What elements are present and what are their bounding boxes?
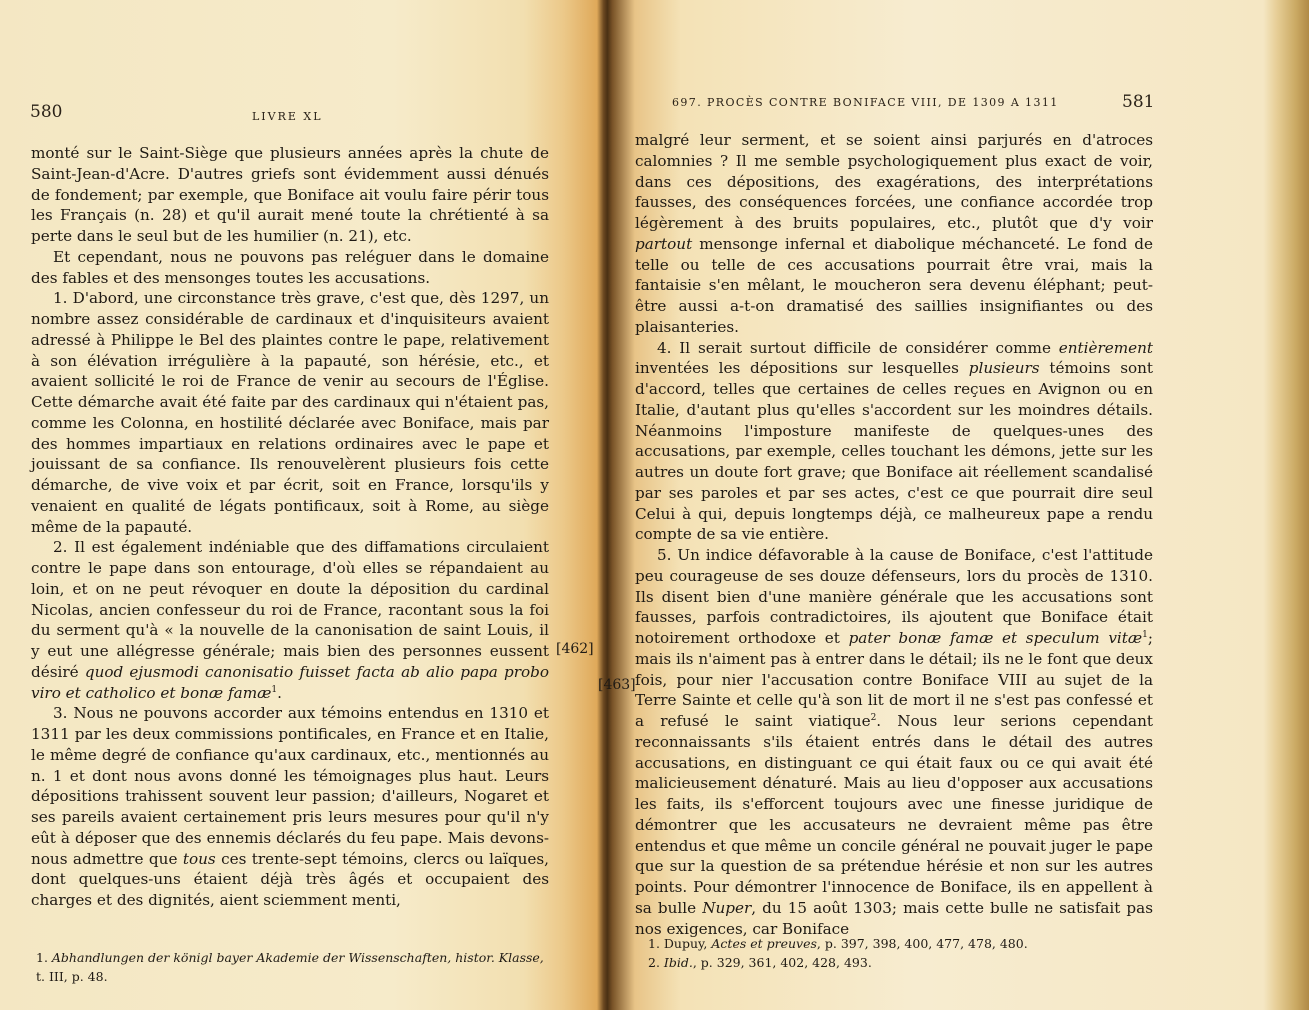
paragraph-text: 2. Il est également indéniable que des diffamations circulaient contre le pape dans son entourage, d'où elles se répandaient au loin, et on ne peut révoquer en doute la déposition du cardinal Nicolas, ancien confesseur du roi de France, racontant sous la foi du serment qu'à « la nouvelle de la canonisation de saint Louis, il y eut une allégresse générale; mais bien des personnes eussent désiré (31, 538, 549, 681)
paragraph: 2. Il est également indéniable que des diffamations circulaient contre le pape dans son entourage, d'où elles se répandaient au loin, et on ne peut révoquer en doute la déposition du cardinal Nicolas, ancien confesseur du roi de France, racontant sous la foi du serment qu'à « la nouvelle de la canonisation de saint Louis, il y eut une allégresse générale; mais bien des personnes eussent désiré quod ejusmodi canonisatio fuisset facta ab alio papa probo viro et catholico et bonæ famæ$^1$. (31, 538, 550, 702)
paragraph: 1. D'abord, une circonstance très grave, c'est que, dès 1297, un nombre assez considérable de cardinaux et d'inquisiteurs avaient adressé à Philippe le Bel des plaintes contre le pape, relativement à son élévation irrégulière à la papauté, son hérésie, etc., et avaient sollicité le roi de France de venir au secours de l'Église. Cette démarche avait été faite par des cardinaux qui n'étaient pas, comme les Colonna, en hostilité déclarée avec Boniface, mais par des hommes impartiaux en relations ordinaires avec le pape et jouissant de sa confiance. Ils renouvelèrent plusieurs fois cette démarche, de vive voix et par écrit, soit en France, lorsqu'ils y venaient en qualité de légats pontificaux, soit à Rome, au siège même de la papauté. (31, 289, 549, 536)
paragraph (31, 703, 549, 911)
paragraph: monté sur le Saint-Siège que plusieurs années après la chute de Saint-Jean-d'Acre. D'autres griefs sont évidemment aussi dénués de fondement; par exemple, que Boniface ait voulu faire périr tous les Français (n. 28) et qu'il aurait mené toute la chrétienté à sa perte dans le seul but de les humilier (n. 21), etc. (31, 144, 549, 245)
right-body (635, 130, 1153, 939)
footnote-rest: t. III, p. 48. (36, 969, 108, 984)
paragraph: 4. Il serait surtout difficile de considérer comme entièrement inventées les dépositions sur lesquelles plusieurs témoins sont d'accord, telles que certaines de celles reçues en Avignon ou en Italie, d'autant plus qu'elles s'accordent sur les moindres détails. Néanmoins l'imposture manifeste de quelques-unes des accusations, par exemple, celles touchant les démons, jette sur les autres un doute fort grave; que Boniface ait réellement scandalisé par ses paroles et par ses actes, c'est ce que pourrait dire seul Celui à qui, depuis longtemps déjà, ce malheureux pape a rendu compte de sa vie entière. (635, 338, 1154, 544)
footnote-number: 1 (36, 950, 44, 965)
margin-page-ref: [463] (598, 677, 636, 693)
latin-quote: quod ejusmodi canonisatio fuisset facta ab alio papa (84, 662, 498, 681)
margin-page-ref: [462] (556, 641, 594, 657)
page-number: 580 (30, 102, 63, 122)
footnote-ref: 1 (271, 684, 278, 695)
running-head: 697. PROCÈS CONTRE BONIFACE VIII, DE 1309 A 1311 (672, 96, 1059, 109)
paragraph: Et cependant, nous ne pouvons pas reléguer dans le domaine des fables et des mensonges toutes les accusations. (31, 247, 549, 287)
footnote: 1. Dupuy, Actes et preuves, p. 397, 398, 400, 477, 478, 480. (648, 936, 1028, 951)
left-page (0, 0, 602, 1010)
right-page (598, 0, 1309, 1010)
paragraph: malgré leur serment, et se soient ainsi parjurés en d'atroces calomnies ? Il me semble psychologiquement plus exact de voir, dans ces dépositions, des exagérations, des interprétations fausses, des conséquences forcées, une confiance accordée trop légèrement à des bruits populaires, etc., plutôt que d'y voir partout mensonge infernal et diabolique méchanceté. Le fond de telle ou telle de ces accusations pourrait être vrai, mais la fantaisie s'en mêlant, le moucheron sera devenu éléphant; peut-être aussi a-t-on dramatisé des saillies insignifiantes ou des plaisanteries. (635, 131, 1153, 336)
running-head: LIVRE XL (252, 110, 323, 123)
paragraph-text: 3. Nous ne pouvons accorder aux témoins entendus en 1310 et 1311 par les deux commissions pontificales, en France et en Italie, le même degré de confiance qu'aux cardinaux, etc., mentionnés au n. 1 et dont nous avons donné les témoignages plus haut. Leurs dépositions trahissent souvent leur passion; d'ailleurs, Nogaret et ses pareils avaient certainement pris leurs mesures pour qu'il n'y eût à déposer que des ennemis déclarés du feu pape. Mais devons-nous admettre que (31, 704, 549, 868)
latin-quote-end: probo viro et catholico et bonæ famæ (31, 662, 550, 702)
emphasis: tous (182, 849, 216, 868)
left-body (31, 143, 549, 911)
footnote-ref: 2 (870, 712, 877, 723)
right-footnotes (648, 934, 1148, 972)
paragraph: 5. Un indice défavorable à la cause de Boniface, c'est l'attitude peu courageuse de ses douze défenseurs, lors du procès de 1310. Ils disent bien d'une manière générale que les accusations sont fausses, parfois contradictoires, ils ajoutent que Boniface était notoirement orthodoxe et pater bonæ famæ et speculum vitæ$^1$; mais ils n'aiment pas à entrer dans le détail; ils ne le font que deux fois, pour nier l'accusation contre Boniface VIII au sujet de la Terre Sainte et celle qu'à son lit de mort il ne s'est pas confessé et a refusé le saint viatique$^2$. Nous leur serions cependant reconnaissants s'ils étaient entrés dans le détail des autres accusations, en distinguant ce qui était faux ou ce qui avait été malicieusement dénaturé. Mais au lieu d'opposer aux accusations les faits, ils s'efforcent toujours avec une finesse juridique de démontrer que les accusateurs ne devraient même pas être entendus et que même un concile général ne pouvait juger le pape que sur la question de sa prétendue hérésie et non sur les autres points. Pour démontrer l'innocence de Boniface, ils en appellent à sa bulle Nuper, du 15 août 1303; mais cette bulle ne satisfait pas nos exigences, car Boniface (635, 546, 1153, 938)
paragraph-text: ces trente-sept témoins, clercs ou laïques, dont quelques-uns étaient déjà très âgés et occupaient des charges et des dignités, aient sciemment menti, (31, 849, 550, 909)
footnote-title: Abhandlungen der königl bayer Akademie der Wissenschaften, histor. Klasse, (51, 950, 544, 965)
page-number: 581 (1122, 92, 1155, 112)
left-footnote: 1. Abhandlungen der königl bayer Akademie der Wissenschaften, histor. Klasse, t. III, p. 48. (36, 948, 552, 986)
footnote: 2. Ibid., p. 329, 361, 402, 428, 493. (648, 955, 872, 970)
footnote-ref: 1 (1142, 629, 1148, 640)
